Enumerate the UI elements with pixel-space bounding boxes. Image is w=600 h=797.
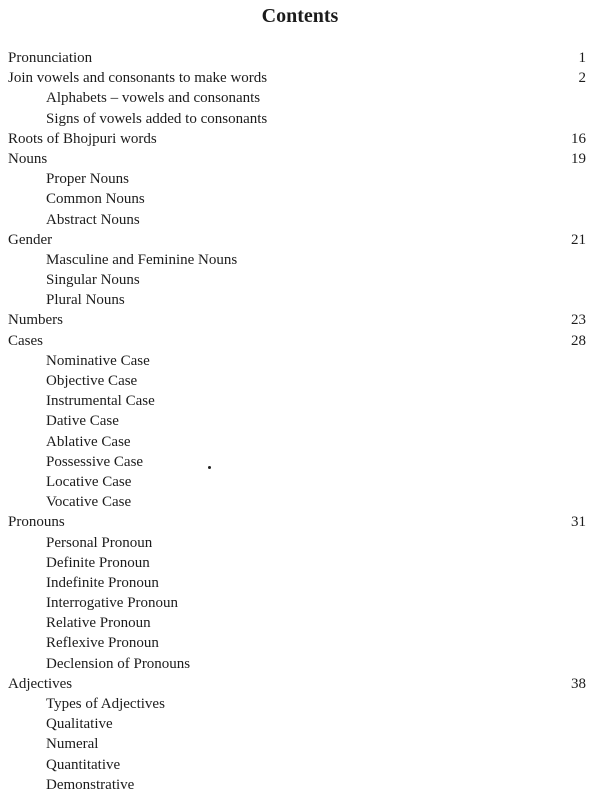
- toc-subentry: [0, 755, 600, 775]
- toc-subentry: [0, 109, 600, 129]
- toc-subentry: [0, 88, 600, 108]
- toc-subentry: [0, 492, 600, 512]
- toc-subentry: [0, 210, 600, 230]
- toc-entry-label: Nouns: [8, 150, 48, 167]
- toc-entry: [0, 149, 600, 169]
- toc-subentry: [0, 714, 600, 734]
- toc-subentry-label: Personal Pronoun: [46, 534, 153, 551]
- toc-subentry: [0, 411, 600, 431]
- page-title: Contents: [261, 5, 339, 27]
- toc-subentry: [0, 654, 600, 674]
- toc-entry: [0, 331, 600, 351]
- toc-entry-label: Join vowels and consonants to make words: [8, 70, 268, 87]
- toc-page-number: 19: [571, 150, 586, 167]
- toc-subentry-label: Vocative Case: [46, 494, 132, 511]
- toc-subentry: [0, 351, 600, 371]
- toc-subentry: [0, 613, 600, 633]
- toc-entry-label: Numbers: [8, 312, 63, 329]
- toc-entry-label: Pronunciation: [8, 50, 93, 66]
- toc-subentry: [0, 270, 600, 290]
- toc-subentry-label: Instrumental Case: [46, 393, 155, 410]
- toc-subentry: [0, 290, 600, 310]
- toc-subentry-label: Reflexive Pronoun: [46, 635, 159, 652]
- toc-page-number: 28: [571, 332, 586, 349]
- toc-entry-label: Cases: [8, 332, 43, 349]
- toc-subentry-label: Possessive Case: [46, 453, 144, 470]
- toc-page-number: 21: [571, 231, 586, 248]
- toc-subentry-label: Abstract Nouns: [46, 211, 140, 228]
- toc-subentry-label: Numeral: [46, 736, 99, 753]
- toc-entry: [0, 68, 600, 88]
- toc-subentry-label: Indefinite Pronoun: [46, 574, 159, 591]
- toc-subentry: [0, 452, 600, 472]
- toc-entry-label: Gender: [8, 231, 53, 248]
- toc-page-number: 38: [571, 675, 586, 692]
- toc-subentry: [0, 371, 600, 391]
- toc-subentry-label: Ablative Case: [46, 433, 131, 450]
- toc-page-number: 23: [571, 312, 586, 329]
- toc-entry: [0, 129, 600, 149]
- toc-subentry: [0, 573, 600, 593]
- toc-entry: [0, 48, 600, 68]
- print-speck: [208, 466, 211, 469]
- toc-subentry-label: Alphabets – vowels and consonants: [46, 90, 261, 107]
- toc-entry: [0, 230, 600, 250]
- toc-entry: [0, 674, 600, 694]
- toc-subentry-label: Plural Nouns: [46, 292, 125, 309]
- toc-subentry: [0, 472, 600, 492]
- toc-subentry-label: Common Nouns: [46, 191, 145, 208]
- toc-entry-label: Pronouns: [8, 514, 65, 531]
- toc-page-number: 31: [571, 514, 586, 531]
- toc-subentry: [0, 169, 600, 189]
- toc-entry-label: Roots of Bhojpuri words: [8, 130, 157, 147]
- toc-subentry-label: Proper Nouns: [46, 171, 129, 188]
- toc-subentry-label: Types of Adjectives: [46, 696, 165, 712]
- toc-subentry: [0, 775, 600, 795]
- toc-subentry-label: Signs of vowels added to consonants: [46, 110, 268, 127]
- toc-subentry: [0, 432, 600, 452]
- toc-subentry-label: Definite Pronoun: [46, 554, 150, 571]
- toc-subentry-label: Interrogative Pronoun: [46, 595, 179, 612]
- toc-entry-label: Adjectives: [8, 675, 73, 692]
- toc-subentry: [0, 734, 600, 754]
- toc-subentry-label: Masculine and Feminine Nouns: [46, 251, 238, 268]
- toc-subentry-label: Qualitative: [46, 716, 113, 733]
- toc-entry: [0, 310, 600, 330]
- toc-entry: [0, 512, 600, 532]
- toc-subentry: [0, 250, 600, 270]
- toc-subentry-label: Quantitative: [46, 756, 121, 773]
- toc-subentry-label: Singular Nouns: [46, 272, 140, 289]
- toc-subentry-label: Declension of Pronouns: [46, 655, 191, 672]
- toc-subentry: [0, 694, 600, 714]
- toc-page-number: 1: [578, 50, 586, 66]
- toc-subentry-label: Relative Pronoun: [46, 615, 151, 632]
- toc-subentry-label: Objective Case: [46, 373, 138, 389]
- toc-page-number: 2: [578, 70, 586, 87]
- toc-subentry: [0, 533, 600, 553]
- toc-subentry: [0, 189, 600, 209]
- toc-subentry-label: Demonstrative: [46, 776, 135, 793]
- toc-subentry: [0, 633, 600, 653]
- toc-subentry-label: Locative Case: [46, 473, 132, 490]
- toc-subentry: [0, 593, 600, 613]
- toc-page-number: 16: [571, 130, 586, 147]
- toc-subentry-label: Dative Case: [46, 413, 119, 430]
- toc-subentry: [0, 391, 600, 411]
- toc-subentry: [0, 553, 600, 573]
- table-of-contents: [0, 48, 600, 795]
- toc-subentry-label: Nominative Case: [46, 352, 150, 369]
